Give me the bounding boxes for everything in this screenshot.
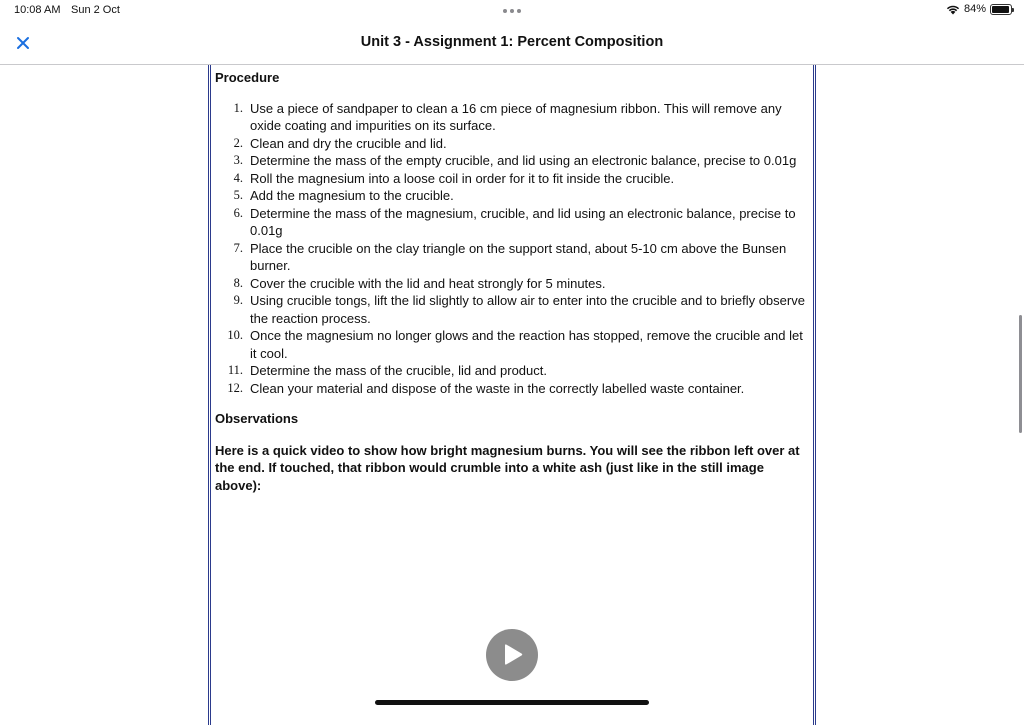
page-title: Unit 3 - Assignment 1: Percent Composition <box>360 34 664 50</box>
observations-text: Here is a quick video to show how bright magnesium burns. You will see the ribbon left over at the end. If touched, that ribbon would crumble into a white ash (just like in the still image above): <box>215 442 800 493</box>
scrollbar[interactable] <box>1019 315 1022 433</box>
procedure-step: 6. Determine the mass of the magnesium, crucible, and lid using an electronic balance, precise to 0.01g <box>233 205 796 238</box>
status-right <box>946 3 1012 15</box>
procedure-step: 3. Determine the mass of the empty crucible, and lid using an electronic balance, precise to 0.01g <box>233 153 797 168</box>
play-icon <box>502 643 524 667</box>
procedure-step: 9. Using crucible tongs, lift the lid slightly to allow air to enter into the crucible and to briefly observe the reaction process. <box>233 293 805 326</box>
procedure-step: 7. Place the crucible on the clay triangle on the support stand, about 5-10 cm above the Bunsen burner. <box>233 240 787 273</box>
procedure-step: 10. Once the magnesium no longer glows and the reaction has stopped, remove the crucible and let it cool. <box>227 328 803 361</box>
observations-heading: Observations <box>215 411 299 426</box>
status-time: 10:08 AM <box>14 4 61 16</box>
procedure-step: 4. Roll the magnesium into a loose coil in order for it to fit inside the crucible. <box>233 170 675 186</box>
home-indicator[interactable] <box>375 700 649 705</box>
procedure-list <box>215 100 809 398</box>
document-content <box>215 65 809 494</box>
procedure-step: 12. Clean your material and dispose of the waste in the correctly labelled waste container. <box>227 380 745 396</box>
battery-percent: 84% <box>963 3 986 15</box>
wifi-icon <box>946 4 960 15</box>
document-frame[interactable] <box>208 65 816 725</box>
battery-icon <box>990 4 1012 15</box>
procedure-step: 2. Clean and dry the crucible and lid. <box>233 135 447 151</box>
multitasking-dots-icon[interactable] <box>503 9 521 13</box>
status-date: Sun 2 Oct <box>71 4 120 16</box>
video-play-button[interactable] <box>486 629 538 681</box>
procedure-step: 8. Cover the crucible with the lid and heat strongly for 5 minutes. <box>233 275 606 291</box>
procedure-step: 5. Add the magnesium to the crucible. <box>233 188 454 203</box>
procedure-step: 1. Use a piece of sandpaper to clean a 16 cm piece of magnesium ribbon. This will remove any oxide coating and impurities on its surface. <box>233 100 782 133</box>
procedure-heading: Procedure <box>215 70 280 85</box>
procedure-step: 11. Determine the mass of the crucible, lid and product. <box>227 363 547 378</box>
nav-bar <box>0 22 1024 65</box>
status-bar <box>0 0 1024 22</box>
